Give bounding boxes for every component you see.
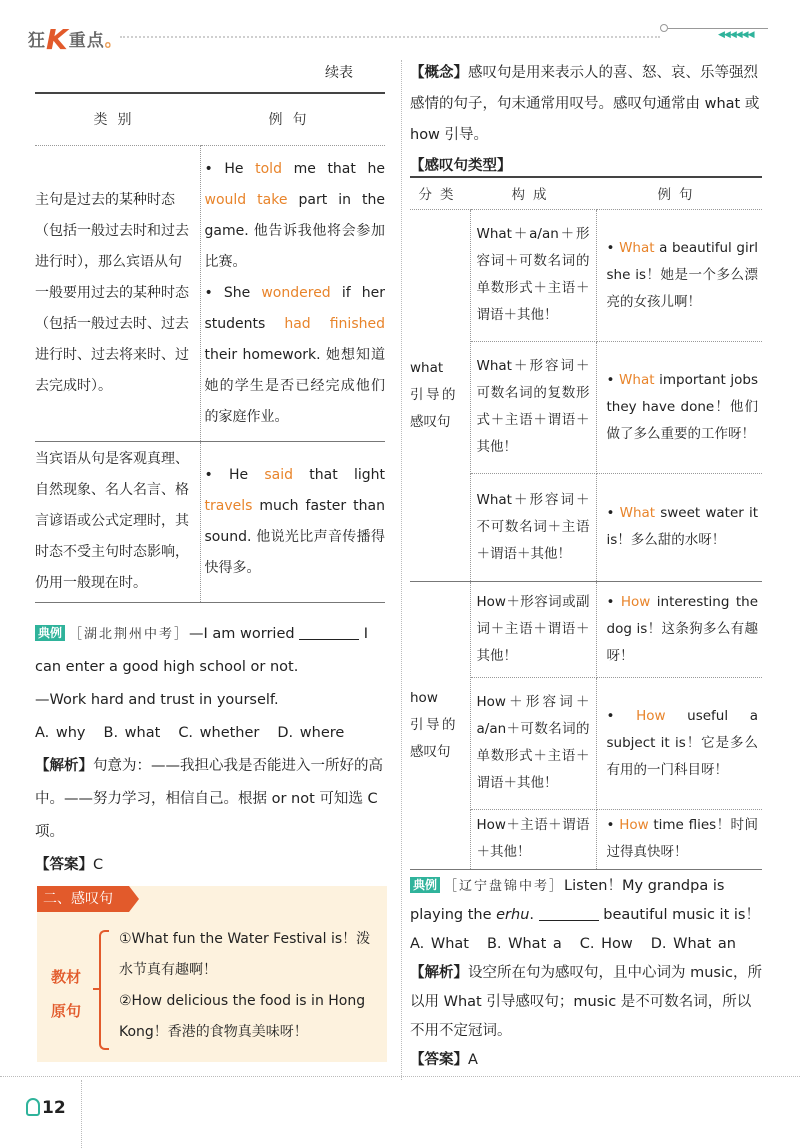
exclamatory-table <box>410 176 762 870</box>
form-cell: How＋主语＋谓语＋其他！ <box>470 809 596 869</box>
form-cell: What＋a/an＋形容词＋可数名词的单数形式＋主语＋谓语＋其他！ <box>470 209 596 341</box>
answer-blank <box>539 907 599 921</box>
page-header <box>0 0 800 60</box>
table-row <box>410 581 762 677</box>
question-source: ［辽宁盘锦中考］ <box>444 879 565 894</box>
question-options: A. why B. what C. whether D. where <box>35 725 345 741</box>
category-cell: 主句是过去的某种时态（包括一般过去时和过去进行时），那么宾语从句一般要用过去的某种时态（包括一般过去时、过去进行时、过去将来时、过去完成时）。 <box>35 145 200 441</box>
example-sentence: • He told me that he would take part in the game. 他告诉我他将会参加比赛。 <box>204 160 385 270</box>
answer-blank <box>299 626 359 640</box>
form-cell: What＋形容词＋可数名词的复数形式＋主语＋谓语＋其他！ <box>470 341 596 473</box>
textbook-sentence: ①What fun the Water Festival is！泼水节真有趣啊！ <box>119 931 371 978</box>
question-reply: —Work hard and trust in yourself. <box>35 692 279 708</box>
group-how: how 引导的感叹句 <box>410 581 470 869</box>
section-title: 二、感叹句 <box>37 886 129 912</box>
footer-divider <box>0 1076 800 1077</box>
question-source: ［湖北荆州中考］ <box>69 627 190 642</box>
example-cell: • What sweet water it is！多么甜的水呀！ <box>596 473 762 581</box>
object-clause-table <box>35 92 385 603</box>
form-cell: How＋形容词或副词＋主语＋谓语＋其他！ <box>470 581 596 677</box>
question-analysis: 【解析】设空所在句为感叹句，且中心词为 music，所以用 What 引导感叹句；music 是不可数名词，所以不用不定冠词。 <box>410 965 762 1039</box>
group-what: what 引导的感叹句 <box>410 209 470 581</box>
question-stem: 典例 ［湖北荆州中考］—I am worried I can enter a good high school or not. <box>35 626 369 675</box>
example-question-2 <box>410 872 765 1075</box>
example-cell: • How useful a subject it is！它是多么有用的一门科目呀！ <box>596 677 762 809</box>
example-tag: 典例 <box>35 625 65 641</box>
question-answer: 【答案】A <box>410 1052 478 1068</box>
example-cell: • How interesting the dog is！这条狗多么有趣呀！ <box>596 581 762 677</box>
balloon-icon <box>26 1098 40 1116</box>
types-heading: 【感叹句类型】 <box>410 158 512 174</box>
category-cell: 当宾语从句是客观真理、自然现象、名人名言、格言谚语或公式定理时，其时态不受主句时态影响，仍用一般现在时。 <box>35 441 200 602</box>
page-number: 12 <box>26 1098 66 1118</box>
header-rule <box>668 28 768 29</box>
table-header-form: 构成 <box>470 177 596 209</box>
example-cell: • How time flies！时间过得真快呀！ <box>596 809 762 869</box>
table-header-type: 分类 <box>410 177 470 209</box>
example-question-1 <box>35 618 390 882</box>
table-row <box>35 145 385 441</box>
continued-label: 续表 <box>325 65 353 81</box>
example-sentence: • She wondered if her students had finished their homework. 她想知道她的学生是否已经完成他们的家庭作业。 <box>204 284 385 425</box>
example-cell: • What a beautiful girl she is！她是一个多么漂亮的女孩儿啊！ <box>596 209 762 341</box>
form-cell: How＋形容词＋a/an＋可数名词的单数形式＋主语＋谓语＋其他！ <box>470 677 596 809</box>
question-stem: 典例 ［辽宁盘锦中考］Listen！My grandpa is playing the erhu. beautiful music it is！ <box>410 878 760 923</box>
table-header-example: 例句 <box>596 177 762 209</box>
form-cell: What＋形容词＋不可数名词＋主语＋谓语＋其他！ <box>470 473 596 581</box>
example-tag: 典例 <box>410 877 440 893</box>
question-analysis: 【解析】句意为：——我担心我是否能进入一所好的高中。——努力学习，相信自己。根据 or not 可知选 C 项。 <box>35 758 383 840</box>
header-triangles-icon: ◀◀◀◀◀◀ <box>718 30 754 40</box>
table-row <box>410 209 762 341</box>
table-header-example: 例句 <box>200 93 385 145</box>
example-cell <box>200 441 385 602</box>
example-cell: • What important jobs they have done！他们做了多么重要的工作呀！ <box>596 341 762 473</box>
textbook-sentence-box <box>37 886 387 1062</box>
table-header-category: 类别 <box>35 93 200 145</box>
header-dotted-line <box>120 36 660 38</box>
header-circle-icon <box>660 24 668 32</box>
table-row <box>35 441 385 602</box>
brace-icon <box>99 930 109 1050</box>
question-options: A. What B. What a C. How D. What an <box>410 936 736 952</box>
column-divider <box>401 60 402 1080</box>
question-answer: 【答案】C <box>35 857 104 873</box>
box-sentences <box>119 924 381 1048</box>
example-cell <box>200 145 385 441</box>
box-side-label: 教材原句 <box>51 968 82 1020</box>
example-sentence: • He said that light travels much faster than sound. 他说光比声音传播得快得多。 <box>204 466 385 576</box>
textbook-sentence: ②How delicious the food is in Hong Kong！香港的食物真美味呀！ <box>119 993 366 1040</box>
concept-paragraph: 【概念】感叹句是用来表示人的喜、怒、哀、乐等强烈感情的句子，句末通常用叹号。感叹句通常由 what 或 how 引导。 【感叹句类型】 <box>410 58 762 182</box>
brand-logo: 狂K重点。 <box>28 23 123 56</box>
